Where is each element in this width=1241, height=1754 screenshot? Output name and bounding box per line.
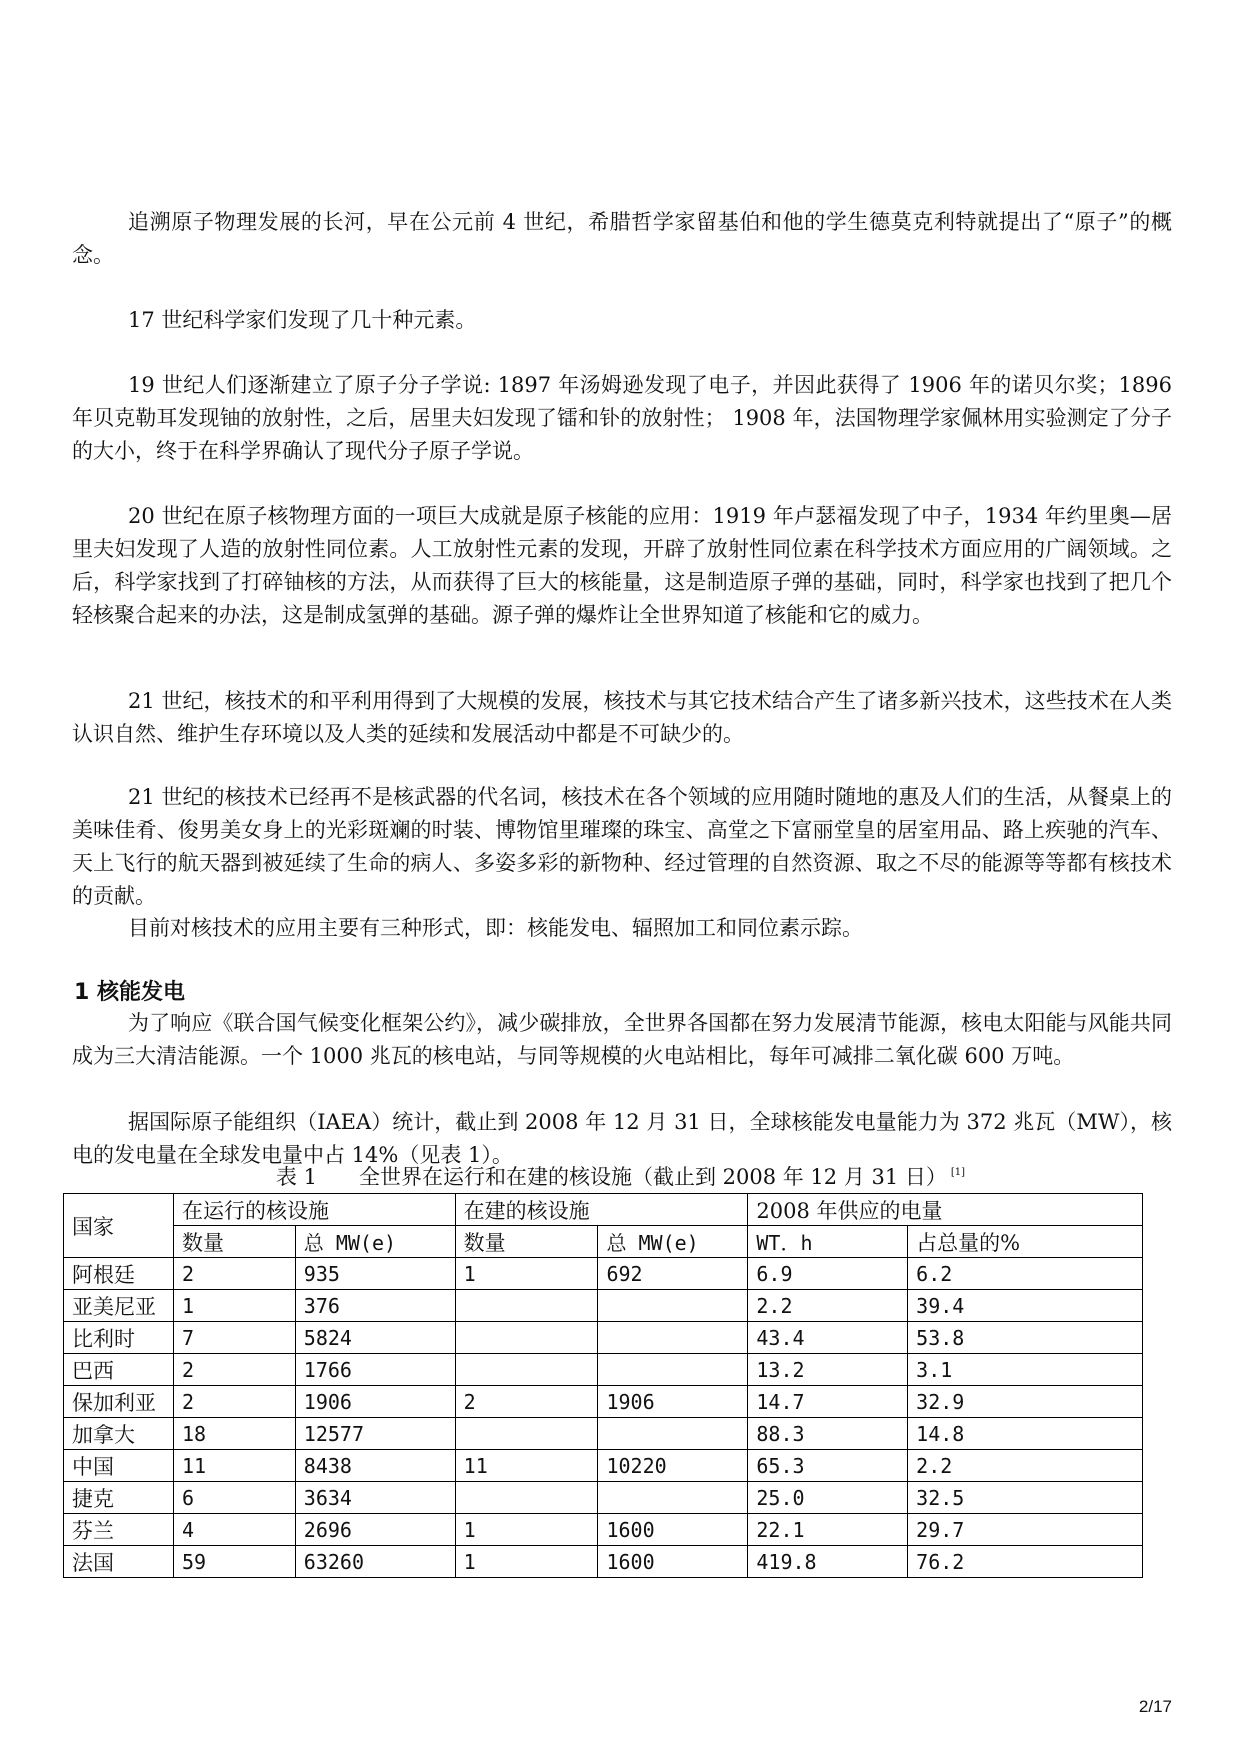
cell-operating-mw: 8438 [295,1450,455,1482]
cell-percent: 53.8 [908,1322,1143,1354]
cell-operating-count: 1 [173,1290,295,1322]
page-number: 2/17 [1138,1697,1172,1716]
cell-operating-mw: 1766 [295,1354,455,1386]
table-row [64,1482,1143,1514]
header-building: 在建的核设施 [455,1194,748,1226]
cell-building-mw: 1600 [598,1514,748,1546]
table-header-row [64,1194,1143,1226]
paragraph-clean-energy: 为了响应《联合国气候变化框架公约》，减少碳排放，全世界各国都在努力发展清节能源，核电太阳能与风能共同成为三大清洁能源。一个 1000 兆瓦的核电站，与同等规模的火电站相比，每年可减排二氧化碳 600 万吨。 [72,1011,1172,1068]
paragraph-19th-century: 19 世纪人们逐渐建立了原子分子学说: 1897 年汤姆逊发现了电子，并因此获得了 1906 年的诺贝尔奖；1896 年贝克勒耳发现铀的放射性，之后，居里夫妇发现了镭和钋的放射性； 1908 年，法国物理学家佩林用实验测定了分子的大小，终于在科学界确认了现代分子原子学说。 [72,373,1172,463]
cell-building-count [455,1482,598,1514]
cell-twh: 65.3 [748,1450,908,1482]
cell-building-count [455,1418,598,1450]
cell-percent: 6.2 [908,1258,1143,1290]
table-caption-text: 表 1 全世界在运行和在建的核设施（截止到 2008 年 12 月 31 日） [275,1165,947,1189]
cell-building-count: 2 [455,1386,598,1418]
cell-country: 巴西 [64,1354,174,1386]
cell-twh: 25.0 [748,1482,908,1514]
cell-operating-mw: 3634 [295,1482,455,1514]
cell-percent: 39.4 [908,1290,1143,1322]
table-row [64,1546,1143,1578]
cell-operating-mw: 1906 [295,1386,455,1418]
cell-operating-count: 59 [173,1546,295,1578]
subheader-count-operating: 数量 [173,1226,295,1258]
cell-building-mw [598,1290,748,1322]
table-subheader-row [64,1226,1143,1258]
cell-twh: 88.3 [748,1418,908,1450]
paragraph-17th-century: 17 世纪科学家们发现了几十种元素。 [128,308,477,332]
table-row [64,1418,1143,1450]
cell-building-count: 1 [455,1546,598,1578]
cell-twh: 22.1 [748,1514,908,1546]
subheader-mw-operating: 总 MW(e) [295,1226,455,1258]
paragraph-three-forms: 目前对核技术的应用主要有三种形式，即：核能发电、辐照加工和同位素示踪。 [128,916,863,940]
cell-operating-mw: 376 [295,1290,455,1322]
cell-operating-mw: 935 [295,1258,455,1290]
cell-building-mw [598,1418,748,1450]
cell-building-count: 1 [455,1258,598,1290]
cell-building-count [455,1354,598,1386]
table-caption [0,1161,1241,1191]
cell-building-mw [598,1482,748,1514]
cell-operating-mw: 5824 [295,1322,455,1354]
cell-twh: 43.4 [748,1322,908,1354]
subheader-percent-total: 占总量的% [908,1226,1143,1258]
cell-operating-count: 4 [173,1514,295,1546]
section-heading: 1 核能发电 [74,980,185,1005]
subheader-mw-building: 总 MW(e) [598,1226,748,1258]
paragraph-iaea-stats: 据国际原子能组织（IAEA）统计，截止到 2008 年 12 月 31 日，全球核能发电量能力为 372 兆瓦（MW），核电的发电量在全球发电量中占 14%（见表 1）。 [72,1110,1172,1167]
cell-building-count [455,1290,598,1322]
cell-percent: 29.7 [908,1514,1143,1546]
table-row [64,1258,1143,1290]
cell-country: 保加利亚 [64,1386,174,1418]
cell-country: 法国 [64,1546,174,1578]
cell-percent: 3.1 [908,1354,1143,1386]
cell-building-mw: 10220 [598,1450,748,1482]
cell-twh: 13.2 [748,1354,908,1386]
cell-operating-count: 2 [173,1258,295,1290]
cell-operating-mw: 2696 [295,1514,455,1546]
table-row [64,1386,1143,1418]
table-caption-reference: [1] [950,1167,966,1178]
subheader-twh: WT．h [748,1226,908,1258]
cell-twh: 6.9 [748,1258,908,1290]
cell-country: 中国 [64,1450,174,1482]
paragraph-21st-century-applications: 21 世纪的核技术已经再不是核武器的代名词，核技术在各个领域的应用随时随地的惠及人们的生活，从餐桌上的美味佳肴、俊男美女身上的光彩斑斓的时装、博物馆里璀璨的珠宝、高堂之下富丽堂皇的居室用品、路上疾驰的汽车、天上飞行的航天器到被延续了生命的病人、多姿多彩的新物种、经过管理的自然资源、取之不尽的能源等等都有核技术的贡献。 [72,785,1172,908]
cell-building-mw [598,1354,748,1386]
cell-twh: 14.7 [748,1386,908,1418]
cell-operating-mw: 63260 [295,1546,455,1578]
cell-country: 比利时 [64,1322,174,1354]
cell-twh: 2.2 [748,1290,908,1322]
cell-operating-count: 6 [173,1482,295,1514]
cell-building-count: 11 [455,1450,598,1482]
paragraph-20th-century: 20 世纪在原子核物理方面的一项巨大成就是原子核能的应用：1919 年卢瑟福发现了中子，1934 年约里奥—居里夫妇发现了人造的放射性同位素。人工放射性元素的发现，开辟了放射性同位素在科学技术方面应用的广阔领域。之后，科学家找到了打碎铀核的方法，从而获得了巨大的核能量，这是制造原子弹的基础，同时，科学家也找到了把几个轻核聚合起来的办法，这是制成氢弹的基础。源子弹的爆炸让全世界知道了核能和它的威力。 [72,504,1172,627]
cell-percent: 76.2 [908,1546,1143,1578]
cell-building-count [455,1322,598,1354]
cell-percent: 32.9 [908,1386,1143,1418]
cell-building-mw: 1600 [598,1546,748,1578]
header-country: 国家 [64,1194,174,1258]
cell-operating-count: 11 [173,1450,295,1482]
cell-operating-count: 2 [173,1386,295,1418]
subheader-count-building: 数量 [455,1226,598,1258]
cell-twh: 419.8 [748,1546,908,1578]
paragraph-21st-century: 21 世纪，核技术的和平利用得到了大规模的发展，核技术与其它技术结合产生了诸多新兴技术，这些技术在人类认识自然、维护生存环境以及人类的延续和发展活动中都是不可缺少的。 [72,689,1172,746]
cell-country: 阿根廷 [64,1258,174,1290]
cell-operating-mw: 12577 [295,1418,455,1450]
cell-percent: 32.5 [908,1482,1143,1514]
table-row [64,1450,1143,1482]
header-operating: 在运行的核设施 [173,1194,455,1226]
table-row [64,1322,1143,1354]
table-row [64,1514,1143,1546]
table-row [64,1354,1143,1386]
cell-country: 捷克 [64,1482,174,1514]
cell-building-count: 1 [455,1514,598,1546]
cell-operating-count: 7 [173,1322,295,1354]
cell-country: 亚美尼亚 [64,1290,174,1322]
cell-operating-count: 2 [173,1354,295,1386]
cell-country: 加拿大 [64,1418,174,1450]
paragraph-atom-origin: 追溯原子物理发展的长河，早在公元前 4 世纪，希腊哲学家留基伯和他的学生德莫克利特就提出了“原子”的概念。 [72,210,1172,267]
cell-building-mw: 1906 [598,1386,748,1418]
cell-building-mw: 692 [598,1258,748,1290]
cell-percent: 2.2 [908,1450,1143,1482]
cell-country: 芬兰 [64,1514,174,1546]
cell-building-mw [598,1322,748,1354]
nuclear-facilities-table [63,1193,1143,1578]
cell-percent: 14.8 [908,1418,1143,1450]
table-row [64,1290,1143,1322]
cell-operating-count: 18 [173,1418,295,1450]
header-supply-2008: 2008 年供应的电量 [748,1194,1143,1226]
